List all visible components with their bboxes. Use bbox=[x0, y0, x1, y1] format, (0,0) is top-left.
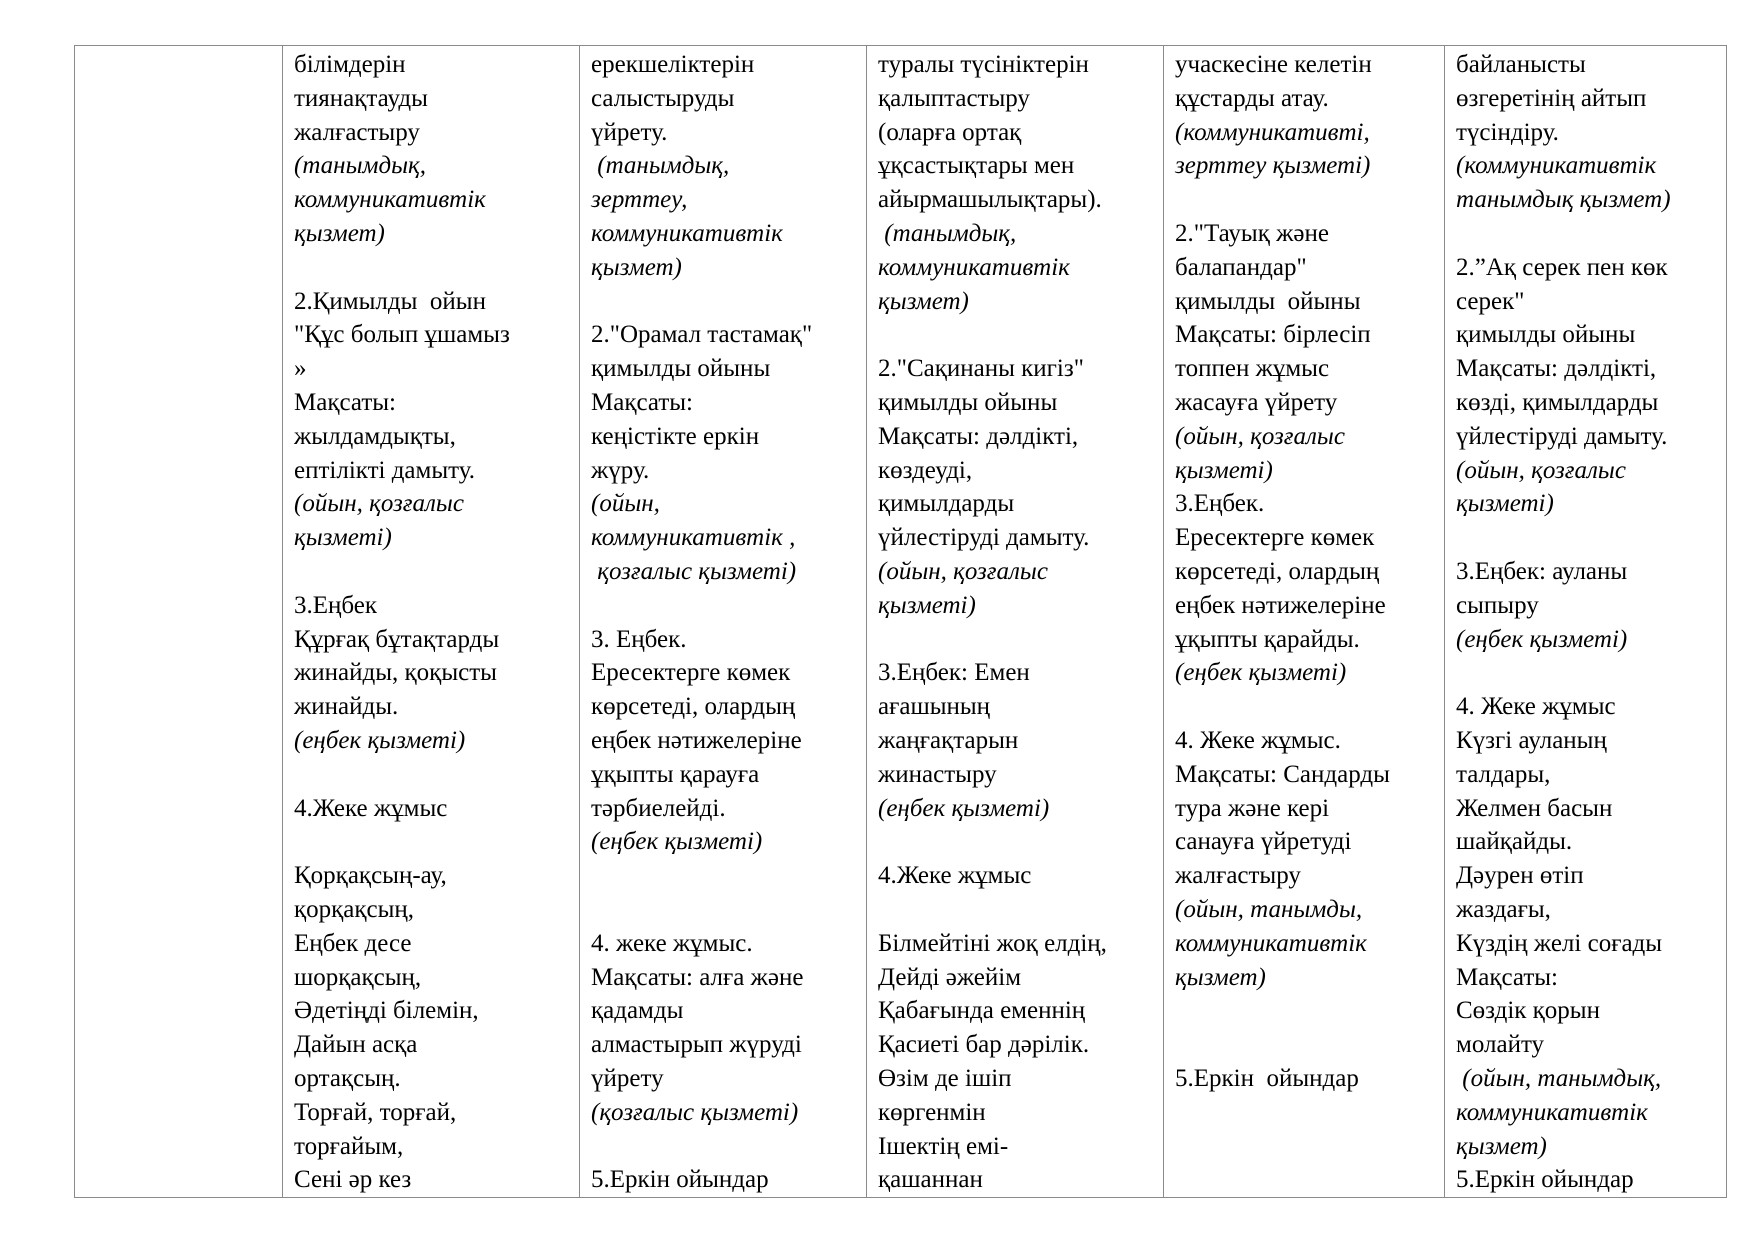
text-line: Қасиеті бар дәрілік. bbox=[878, 1031, 1090, 1059]
text-line: салыстыруды bbox=[591, 84, 735, 112]
text-line: » bbox=[294, 355, 307, 383]
text-line: (танымдық, bbox=[878, 219, 1017, 247]
table-row bbox=[75, 46, 1727, 1198]
text-line: Дайын асқа bbox=[294, 1031, 418, 1059]
text-line bbox=[1175, 690, 1436, 724]
text-line: ептілікті дамыту. bbox=[294, 456, 475, 484]
text-line: байланысты bbox=[1456, 51, 1586, 78]
text-line bbox=[294, 758, 571, 792]
text-line: Мақсаты: bbox=[1456, 963, 1558, 991]
text-line: Дейді әжейім bbox=[878, 963, 1022, 991]
text-line: қызметі) bbox=[294, 524, 392, 552]
text-line: 2.Қимылды ойын bbox=[294, 287, 486, 315]
text-line bbox=[294, 251, 571, 285]
text-line bbox=[878, 623, 1155, 657]
text-line: қимылды ойыны bbox=[1456, 321, 1636, 349]
text-line: тәрбиелейді. bbox=[591, 794, 726, 822]
text-line: жаңғақтарын bbox=[878, 726, 1019, 754]
text-line: 5.Еркін ойындар bbox=[1175, 1064, 1359, 1092]
text-line: 3.Еңбек. bbox=[1175, 490, 1265, 518]
text-line: 2."Тауық және bbox=[1175, 219, 1329, 247]
text-line: білімдерін bbox=[294, 51, 406, 78]
text-line: 5.Еркін ойындар bbox=[591, 1166, 769, 1194]
text-line: 4.Жеке жұмыс bbox=[294, 794, 448, 822]
text-line: Әдетіңді білемін, bbox=[294, 997, 479, 1025]
text-line bbox=[1175, 1028, 1436, 1062]
text-line bbox=[294, 825, 571, 859]
text-line: коммуникативтік bbox=[1175, 929, 1367, 957]
text-line: тура және кері bbox=[1175, 794, 1330, 822]
text-line: кеңістікте еркін bbox=[591, 422, 760, 450]
text-line: Сені әр кез bbox=[294, 1166, 412, 1194]
table-cell-day-4 bbox=[1164, 46, 1445, 1198]
text-line bbox=[878, 825, 1155, 859]
text-line: коммуникативтік bbox=[878, 253, 1070, 281]
text-line bbox=[1456, 521, 1718, 555]
text-line: зерттеу қызметі) bbox=[1175, 152, 1371, 180]
table-cell-day-2 bbox=[580, 46, 867, 1198]
text-line: Күзгі ауланың bbox=[1456, 726, 1607, 754]
text-line: құстарды атау. bbox=[1175, 84, 1329, 112]
text-line: танымдық қызмет) bbox=[1456, 186, 1671, 214]
text-line: қызметі) bbox=[1175, 456, 1273, 484]
text-line: сыпыру bbox=[1456, 591, 1539, 619]
text-line: (ойын, танымды, bbox=[1175, 895, 1363, 923]
text-line: өзгеретінің айтып bbox=[1456, 84, 1647, 112]
text-line: қимылды ойыны bbox=[1175, 287, 1361, 315]
text-line: жинайды, қоқысты bbox=[294, 659, 497, 687]
text-line: 2."Сақинаны кигіз" bbox=[878, 355, 1084, 383]
text-line: ерекшеліктерін bbox=[591, 51, 755, 78]
text-line: қимылды ойыны bbox=[591, 355, 771, 383]
text-line: Мақсаты: алға және bbox=[591, 963, 804, 991]
table-cell-label bbox=[75, 46, 283, 1198]
text-line: шайқайды. bbox=[1456, 828, 1573, 856]
text-line: қадамды bbox=[591, 997, 684, 1025]
text-line: қорқақсың, bbox=[294, 895, 415, 923]
text-line bbox=[1456, 217, 1718, 251]
text-line: жинайды. bbox=[294, 693, 399, 721]
text-line: (коммуникативтік bbox=[1456, 152, 1657, 180]
text-line: Торғай, торғай, bbox=[294, 1098, 457, 1126]
text-line: коммуникативтік , bbox=[591, 524, 796, 552]
text-line: қызмет) bbox=[294, 219, 385, 247]
text-line: Қабағында еменнің bbox=[878, 997, 1086, 1025]
text-line: (ойын, қозғалыс bbox=[1456, 456, 1626, 484]
text-line: Сөздік қорын bbox=[1456, 997, 1600, 1025]
text-line: (еңбек қызметі) bbox=[1175, 659, 1347, 687]
text-line: серек" bbox=[1456, 287, 1525, 315]
text-line: Ішектің емі- bbox=[878, 1132, 1009, 1160]
text-line: қызметі) bbox=[878, 591, 976, 619]
text-line: Ересектерге көмек bbox=[591, 659, 791, 687]
text-line: учаскесіне келетін bbox=[1175, 51, 1372, 78]
text-line: Құрғақ бұтақтарды bbox=[294, 625, 500, 653]
text-line bbox=[591, 859, 858, 893]
lesson-plan-table bbox=[74, 45, 1727, 1198]
text-line: көздеуді, bbox=[878, 456, 973, 484]
text-line: үйлестіруді дамыту. bbox=[1456, 422, 1668, 450]
table-cell-day-3 bbox=[867, 46, 1164, 1198]
text-line: (танымдық, bbox=[294, 152, 426, 180]
text-line: 3. Еңбек. bbox=[591, 625, 687, 653]
text-line: (танымдық, bbox=[591, 152, 730, 180]
text-line: Білмейтіні жоқ елдің, bbox=[878, 929, 1107, 957]
text-line: 5.Еркін ойындар bbox=[1456, 1166, 1634, 1194]
text-line: қозғалыс қызметі) bbox=[591, 557, 797, 585]
text-line: үйрету bbox=[591, 1064, 664, 1092]
text-line: Қорқақсың-ау, bbox=[294, 862, 447, 890]
text-line: қызмет) bbox=[591, 253, 682, 281]
text-line: 4. Жеке жұмыс. bbox=[1175, 726, 1341, 754]
text-line: үйлестіруді дамыту. bbox=[878, 524, 1090, 552]
text-line: көрсетеді, олардың bbox=[1175, 557, 1380, 585]
text-line: Мақсаты: бірлесіп bbox=[1175, 321, 1371, 349]
text-line: қалыптастыру bbox=[878, 84, 1030, 112]
text-line: торғайым, bbox=[294, 1132, 404, 1160]
text-line: қызмет) bbox=[1456, 1132, 1547, 1160]
text-line: көргенмін bbox=[878, 1098, 986, 1126]
text-line: 3.Еңбек: Емен bbox=[878, 659, 1030, 687]
text-line: (ойын, қозғалыс bbox=[878, 557, 1048, 585]
table-cell-day-5 bbox=[1445, 46, 1727, 1198]
text-line bbox=[294, 555, 571, 589]
text-line: Мақсаты: дәлдікті, bbox=[1456, 355, 1657, 383]
text-line: талдары, bbox=[1456, 760, 1551, 788]
text-line: Күздің желі соғады bbox=[1456, 929, 1663, 957]
text-line: тиянақтауды bbox=[294, 84, 428, 112]
text-line: туралы түсініктерін bbox=[878, 51, 1089, 78]
text-line: айырмашылықтары). bbox=[878, 186, 1102, 214]
text-line: (оларға ортақ bbox=[878, 118, 1022, 146]
text-line: (еңбек қызметі) bbox=[878, 794, 1050, 822]
text-line: Мақсаты: дәлдікті, bbox=[878, 422, 1079, 450]
text-line: 4. Жеке жұмыс bbox=[1456, 693, 1616, 721]
text-line: үйрету. bbox=[591, 118, 668, 146]
text-line: еңбек нәтижелеріне bbox=[1175, 591, 1386, 619]
text-line: қызмет) bbox=[878, 287, 969, 315]
text-line: зерттеу, bbox=[591, 186, 688, 214]
text-line: жүру. bbox=[591, 456, 650, 484]
text-line: (ойын, қозғалыс bbox=[294, 490, 464, 518]
text-line: (ойын, танымдық, bbox=[1456, 1064, 1662, 1092]
text-line: (қозғалыс қызметі) bbox=[591, 1098, 799, 1126]
text-line bbox=[591, 589, 858, 623]
text-line: 4. жеке жұмыс. bbox=[591, 929, 753, 957]
text-line: коммуникативтік bbox=[591, 219, 783, 247]
text-line: Өзім де ішіп bbox=[878, 1064, 1012, 1092]
text-line: (еңбек қызметі) bbox=[591, 828, 763, 856]
text-line: (ойын, қозғалыс bbox=[1175, 422, 1345, 450]
text-line bbox=[1175, 994, 1436, 1028]
text-line: Мақсаты: Сандарды bbox=[1175, 760, 1390, 788]
text-line: 2."Орамал тастамақ" bbox=[591, 321, 813, 349]
text-line: (еңбек қызметі) bbox=[1456, 625, 1628, 653]
text-line: көрсетеді, олардың bbox=[591, 693, 796, 721]
text-line: ұқсастықтары мен bbox=[878, 152, 1075, 180]
text-line: шорқақсың, bbox=[294, 963, 422, 991]
text-line: Желмен басын bbox=[1456, 794, 1613, 822]
text-line: 2.”Ақ серек пен көк bbox=[1456, 253, 1668, 281]
text-line: қызметі) bbox=[1456, 490, 1554, 518]
text-line: жалғастыру bbox=[1175, 862, 1301, 890]
text-line: коммуникативтік bbox=[294, 186, 486, 214]
text-line: жылдамдықты, bbox=[294, 422, 456, 450]
text-line: Мақсаты: bbox=[591, 388, 693, 416]
text-line: жасауға үйрету bbox=[1175, 388, 1338, 416]
text-line bbox=[591, 285, 858, 319]
text-line: коммуникативтік bbox=[1456, 1098, 1648, 1126]
text-line: қызмет) bbox=[1175, 963, 1266, 991]
text-line: түсіндіру. bbox=[1456, 118, 1559, 146]
text-line: жалғастыру bbox=[294, 118, 420, 146]
text-line bbox=[591, 893, 858, 927]
text-line: қимылды ойыны bbox=[878, 388, 1058, 416]
table-cell-day-1 bbox=[283, 46, 580, 1198]
text-line: 4.Жеке жұмыс bbox=[878, 862, 1032, 890]
text-line bbox=[878, 318, 1155, 352]
text-line bbox=[1175, 183, 1436, 217]
text-line: еңбек нәтижелеріне bbox=[591, 726, 802, 754]
text-line: ұқыпты қарайды. bbox=[1175, 625, 1360, 653]
text-line: ағашының bbox=[878, 693, 991, 721]
text-line: 3.Еңбек: ауланы bbox=[1456, 557, 1628, 585]
text-line: 3.Еңбек bbox=[294, 591, 378, 619]
text-line: "Құс болып ұшамыз bbox=[294, 321, 510, 349]
text-line: ұқыпты қарауға bbox=[591, 760, 760, 788]
text-line: Дәурен өтіп bbox=[1456, 862, 1584, 890]
text-line: Ересектерге көмек bbox=[1175, 524, 1375, 552]
text-line: қашаннан bbox=[878, 1166, 983, 1194]
text-line: (еңбек қызметі) bbox=[294, 726, 466, 754]
text-line: молайту bbox=[1456, 1031, 1545, 1059]
text-line: топпен жұмыс bbox=[1175, 355, 1330, 383]
text-line: (коммуникативті, bbox=[1175, 118, 1370, 146]
text-line bbox=[1456, 656, 1718, 690]
text-line: көзді, қимылдарды bbox=[1456, 388, 1659, 416]
text-line: (ойын, bbox=[591, 490, 660, 518]
text-line: Мақсаты: bbox=[294, 388, 396, 416]
text-line: жинастыру bbox=[878, 760, 997, 788]
text-line: ортақсың. bbox=[294, 1064, 401, 1092]
text-line: санауға үйретуді bbox=[1175, 828, 1352, 856]
text-line bbox=[878, 893, 1155, 927]
text-line: алмастырып жүруді bbox=[591, 1031, 802, 1059]
text-line: жаздағы, bbox=[1456, 895, 1551, 923]
text-line: балапандар" bbox=[1175, 253, 1307, 281]
text-line: қимылдарды bbox=[878, 490, 1015, 518]
text-line bbox=[591, 1130, 858, 1164]
text-line: Еңбек десе bbox=[294, 929, 412, 957]
